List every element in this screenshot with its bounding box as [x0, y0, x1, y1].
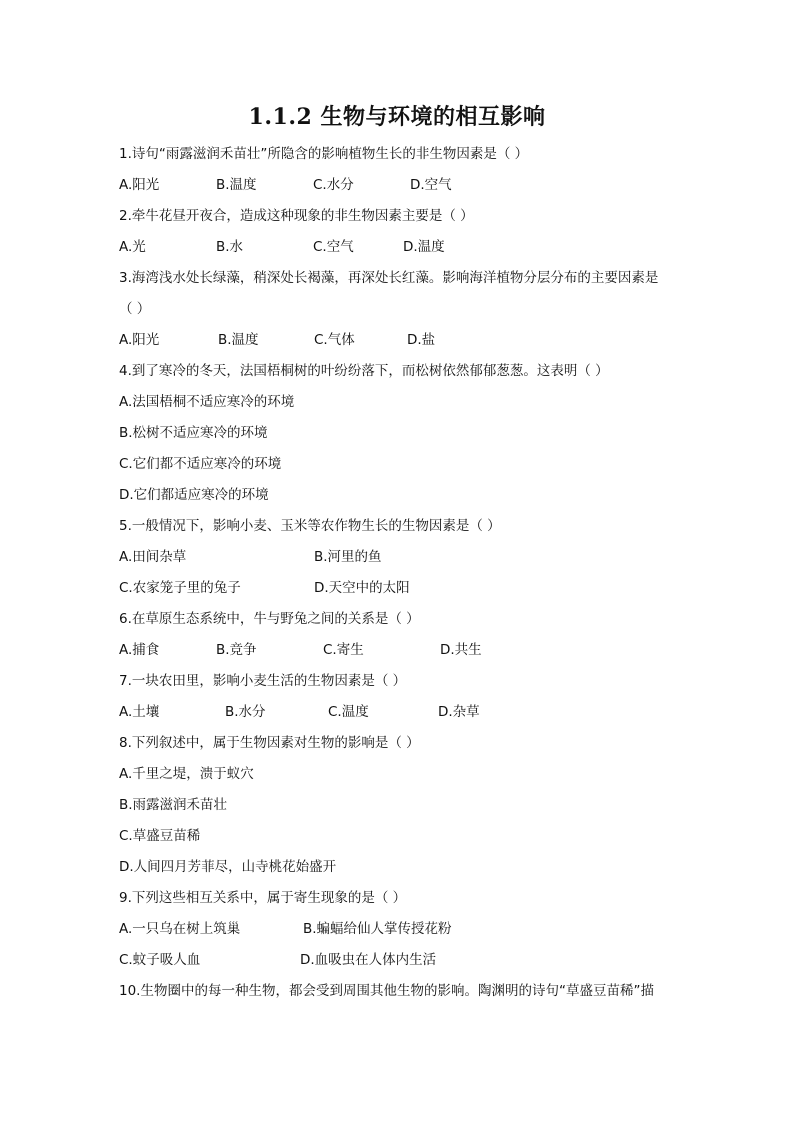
question-4-option-d: D.它们都适应寒冷的环境 [119, 487, 269, 503]
question-5-options-ab [119, 542, 689, 573]
question-9-options-cd [119, 945, 689, 976]
option-c: C.水分 [313, 177, 354, 193]
option-c: C.农家笼子里的兔子 [119, 580, 241, 596]
option-b: B.水分 [225, 704, 266, 720]
question-8-stem: 8.下列叙述中，属于生物因素对生物的影响是（ ） [119, 735, 420, 751]
question-3-stem-cont: （ ） [119, 301, 151, 317]
option-a: A.一只乌在树上筑巢 [119, 921, 241, 937]
option-a: A.阳光 [119, 332, 160, 348]
question-6-stem: 6.在草原生态系统中，牛与野兔之间的关系是（ ） [119, 611, 420, 627]
option-d: D.盐 [407, 332, 436, 348]
question-4-option-b: B.松树不适应寒冷的环境 [119, 425, 268, 441]
option-a: A.土壤 [119, 704, 160, 720]
question-2-options [119, 232, 689, 263]
question-3-stem: 3.海湾浅水处长绿藻，稍深处长褐藻，再深处长红藻。影响海洋植物分层分布的主要因素是 [119, 270, 659, 286]
option-a: A.田间杂草 [119, 549, 187, 565]
option-c: C.蚊子吸人血 [119, 952, 201, 968]
question-3-options [119, 325, 689, 356]
question-5-stem: 5.一般情况下，影响小麦、玉米等农作物生长的生物因素是（ ） [119, 518, 501, 534]
question-8-option-a: A.千里之堤，溃于蚁穴 [119, 766, 254, 782]
question-4-option-a: A.法国梧桐不适应寒冷的环境 [119, 394, 295, 410]
option-a: A.光 [119, 239, 146, 255]
question-4-stem: 4.到了寒冷的冬天，法国梧桐树的叶纷纷落下，而松树依然郁郁葱葱。这表明（ ） [119, 363, 609, 379]
page-title: 1.1.2 生物与环境的相互影响 [248, 104, 546, 130]
option-b: B.水 [216, 239, 244, 255]
option-d: D.空气 [410, 177, 452, 193]
option-c: C.空气 [313, 239, 354, 255]
option-c: C.温度 [328, 704, 369, 720]
option-b: B.河里的鱼 [314, 549, 382, 565]
question-7-stem: 7.一块农田里，影响小麦生活的生物因素是（ ） [119, 673, 407, 689]
option-b: B.温度 [218, 332, 259, 348]
question-8-option-c: C.草盛豆苗稀 [119, 828, 201, 844]
option-a: A.捕食 [119, 642, 160, 658]
option-b: B.温度 [216, 177, 257, 193]
option-d: D.共生 [440, 642, 482, 658]
option-d: D.温度 [403, 239, 445, 255]
question-9-stem: 9.下列这些相互关系中，属于寄生现象的是（ ） [119, 890, 407, 906]
question-1-options [119, 170, 689, 201]
option-b: B.竞争 [216, 642, 257, 658]
question-2-stem: 2.牵牛花昼开夜合，造成这种现象的非生物因素主要是（ ） [119, 208, 474, 224]
option-c: C.气体 [314, 332, 355, 348]
question-10-stem: 10.生物圈中的每一种生物，都会受到周围其他生物的影响。陶渊明的诗句“草盛豆苗稀”描 [119, 983, 654, 999]
question-8-option-d: D.人间四月芳菲尽，山寺桃花始盛开 [119, 859, 337, 875]
option-d: D.天空中的太阳 [314, 580, 410, 596]
option-c: C.寄生 [323, 642, 364, 658]
question-7-options [119, 697, 689, 728]
question-6-options [119, 635, 689, 666]
question-5-options-cd [119, 573, 689, 604]
question-9-options-ab [119, 914, 689, 945]
option-b: B.蝙蝠给仙人掌传授花粉 [303, 921, 452, 937]
question-list [119, 139, 689, 1007]
question-8-option-b: B.雨露滋润禾苗壮 [119, 797, 228, 813]
question-1-stem: 1.诗句“雨露滋润禾苗壮”所隐含的影响植物生长的非生物因素是（ ） [119, 146, 529, 162]
option-a: A.阳光 [119, 177, 160, 193]
question-4-option-c: C.它们都不适应寒冷的环境 [119, 456, 282, 472]
option-d: D.血吸虫在人体内生活 [300, 952, 437, 968]
option-d: D.杂草 [438, 704, 480, 720]
